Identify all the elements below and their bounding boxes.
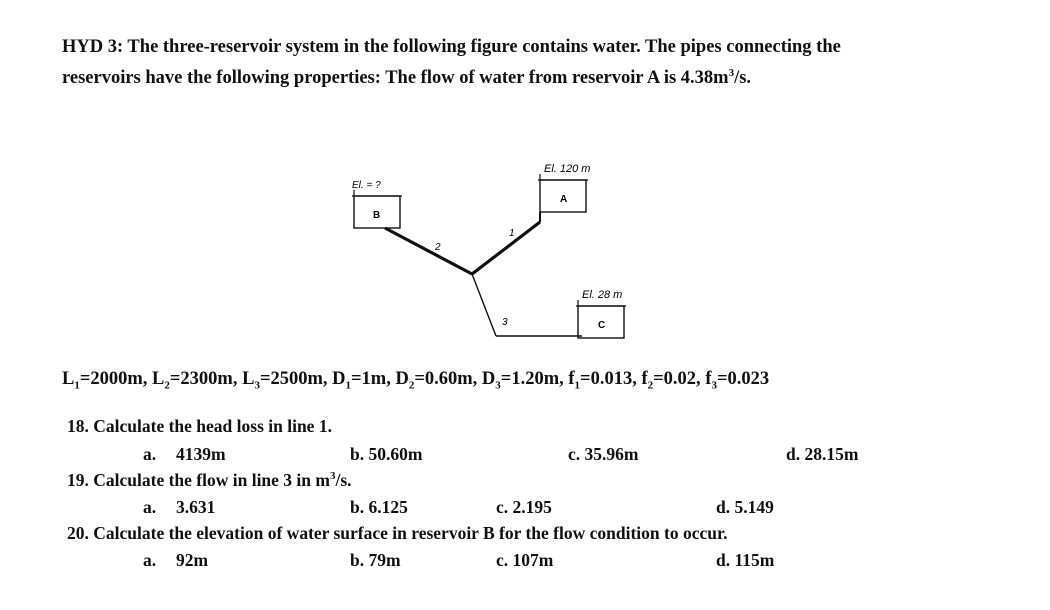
question-19	[67, 470, 352, 491]
q18-option-c: c. 35.96m	[568, 444, 639, 464]
pipe-3-left	[472, 274, 496, 336]
reservoir-b-elevation: El. = ?	[352, 180, 381, 191]
pipe-2-label: 2	[435, 242, 441, 253]
question-19-unit: /s.	[335, 470, 352, 490]
q20-option-d: d. 115m	[716, 550, 775, 570]
prop-l1: $L_1=2000m$,	[62, 369, 153, 392]
pipe-1-label: 1	[509, 228, 515, 239]
q20-option-a-letter: a.	[143, 550, 157, 570]
prop-f3: $f_3=0.023$	[705, 369, 770, 392]
pipe-2	[385, 228, 472, 274]
q20-option-c: c. 107m	[496, 550, 554, 570]
problem-line-1: HYD 3: The three-reservoir system in the following figure contains water. The pipes connecting the	[62, 37, 841, 57]
prop-f1: $f_1=0.013$,	[568, 369, 642, 392]
problem-line-2-text: reservoirs have the following properties: The flow of water from reservoir A is 4.38m	[62, 68, 729, 89]
problem-line-2-unit: /s.	[734, 68, 752, 89]
reservoir-c-label: C	[598, 320, 606, 331]
reservoir-b-label: B	[373, 210, 381, 221]
q18-option-b: b. 50.60m	[350, 444, 423, 464]
cubic-superscript: 3	[728, 67, 735, 79]
prop-d1: $D_1=1m$,	[332, 369, 396, 392]
q18-option-a: 4139m	[176, 444, 226, 464]
q20-option-a: 92m	[176, 550, 209, 570]
pipe-3-label: 3	[502, 317, 508, 328]
prop-l2: $L_2=2300m$,	[152, 369, 243, 392]
prop-d2: $D_2=0.60m$,	[395, 369, 482, 392]
question-18: 18. Calculate the head loss in line 1.	[67, 416, 332, 436]
prop-d3: $D_3=1.20m$,	[481, 369, 569, 392]
q18-option-d: d. 28.15m	[786, 444, 859, 464]
prop-l3: $L_3=2500m$,	[242, 369, 333, 392]
question-20: 20. Calculate the elevation of water surface in reservoir B for the flow condition to occur.	[67, 523, 728, 543]
reservoir-a-elevation: El. 120 m	[544, 163, 591, 175]
q19-option-c: c. 2.195	[496, 497, 552, 517]
question-19-superscript: 3	[329, 470, 336, 483]
reservoir-c-elevation: El. 28 m	[582, 289, 623, 301]
reservoir-a-label: A	[560, 194, 568, 205]
q18-option-a-letter: a.	[143, 444, 157, 464]
q19-option-a-letter: a.	[143, 497, 157, 517]
pipe-1	[472, 222, 540, 274]
q19-option-b: b. 6.125	[350, 497, 408, 517]
question-19-text: 19. Calculate the flow in line 3 in m	[67, 470, 330, 490]
q20-option-b: b. 79m	[350, 550, 401, 570]
q19-option-d: d. 5.149	[716, 497, 774, 517]
prop-f2: $f_2=0.02$,	[641, 369, 706, 392]
pipe-properties	[62, 369, 769, 392]
q19-option-a: 3.631	[176, 497, 216, 517]
